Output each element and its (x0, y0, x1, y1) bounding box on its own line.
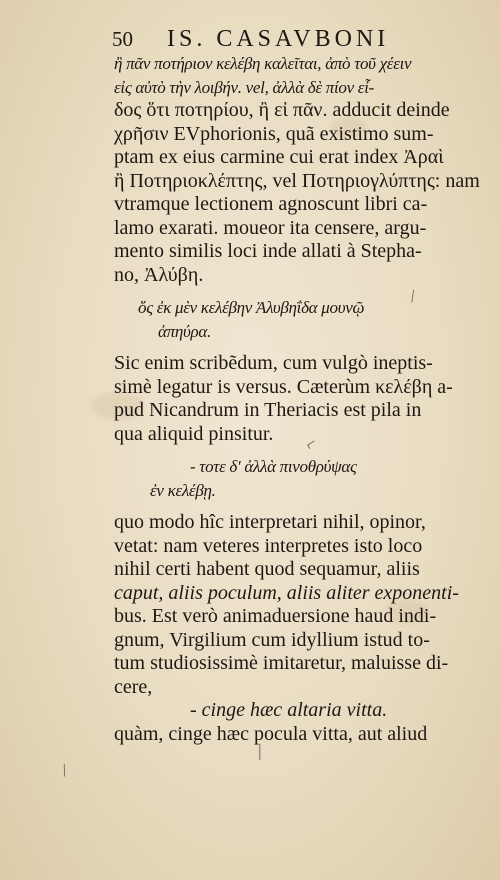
text-line: lamo exarati. moueor ita censere, argu- (114, 216, 427, 239)
text-line: vetat: nam veteres interpretes isto loco (114, 534, 423, 557)
quote-spacing (114, 446, 460, 455)
quotation-line: ὅς ἐκ μὲν κελέβην Ἀλυβηΐδα μουνῷ (138, 298, 365, 317)
text-line: caput, aliis poculum, aliis aliter exponenti- (114, 581, 459, 604)
quotation-line: - cinge hæc altaria vitta. (190, 699, 388, 721)
text-line: δος ὅτι ποτηρίου, ἢ εἰ πᾶν. adducit deinde (114, 99, 450, 121)
text-line: cere, (114, 675, 153, 698)
quotation-line: ἀπηύρα. (158, 321, 211, 341)
text-line: quo modo hîc interpretari nihil, opinor, (114, 511, 426, 533)
text-line: qua aliquid pinsitur. (114, 422, 274, 445)
quote-spacing (114, 502, 460, 511)
page-text (114, 52, 480, 746)
quotation-line: - τοτε δ' ἀλλὰ πινοθρύψας (190, 457, 357, 476)
text-line: gnum, Virgilium cum idyllium istud to- (114, 628, 430, 651)
pencil-mark: \ (405, 286, 420, 307)
pencil-mark: / (58, 759, 71, 781)
text-line: quàm, cinge hæc pocula vitta, aut aliud (114, 722, 428, 745)
page-number: 50 (112, 27, 133, 51)
text-line: mento similis loci inde allati à Stepha- (114, 240, 422, 262)
quotation-line: ἐν κελέβῃ. (150, 480, 216, 500)
text-line: nihil certi habent quod sequamur, aliis (114, 558, 420, 580)
text-line: Sic enim scribẽdum, cum vulgò ineptis- (114, 352, 433, 374)
text-line: simè legatur is versus. Cæterùm κελέβη a- (114, 375, 453, 398)
running-head: IS. CASAVBONI (167, 26, 390, 52)
page-header (112, 26, 462, 54)
text-line: εἰς αὐτὸ τὴν λοιβήν. vel, ἀλλὰ δὲ πίον εἶ- (114, 77, 374, 97)
pencil-mark: | (258, 740, 262, 760)
text-line: χρῆσιν EVphorionis, quã existimo sum- (114, 122, 434, 145)
text-line: pud Nicandrum in Theriacis est pila in (114, 399, 422, 421)
pencil-mark: ⌐ (301, 431, 321, 455)
text-line: bus. Est verò animaduersione haud indi- (114, 605, 437, 627)
text-line: vtramque lectionem agnoscunt libri ca- (114, 193, 428, 215)
text-line: ptam ex eius carmine cui erat index Ἀραὶ (114, 146, 444, 168)
text-line: ἢ πᾶν ποτήριον κελέβη καλεῖται, ἀπὸ τοῦ χέειν (114, 54, 412, 73)
quote-spacing (114, 343, 460, 352)
text-line: tum studiosissimè imitaretur, maluisse di- (114, 652, 449, 674)
quote-spacing (114, 287, 460, 296)
text-line: ἢ Ποτηριοκλέπτης, vel Ποτηριογλύπτης: nam (114, 169, 480, 192)
text-line: no, Ἀλύβη. (114, 263, 204, 286)
